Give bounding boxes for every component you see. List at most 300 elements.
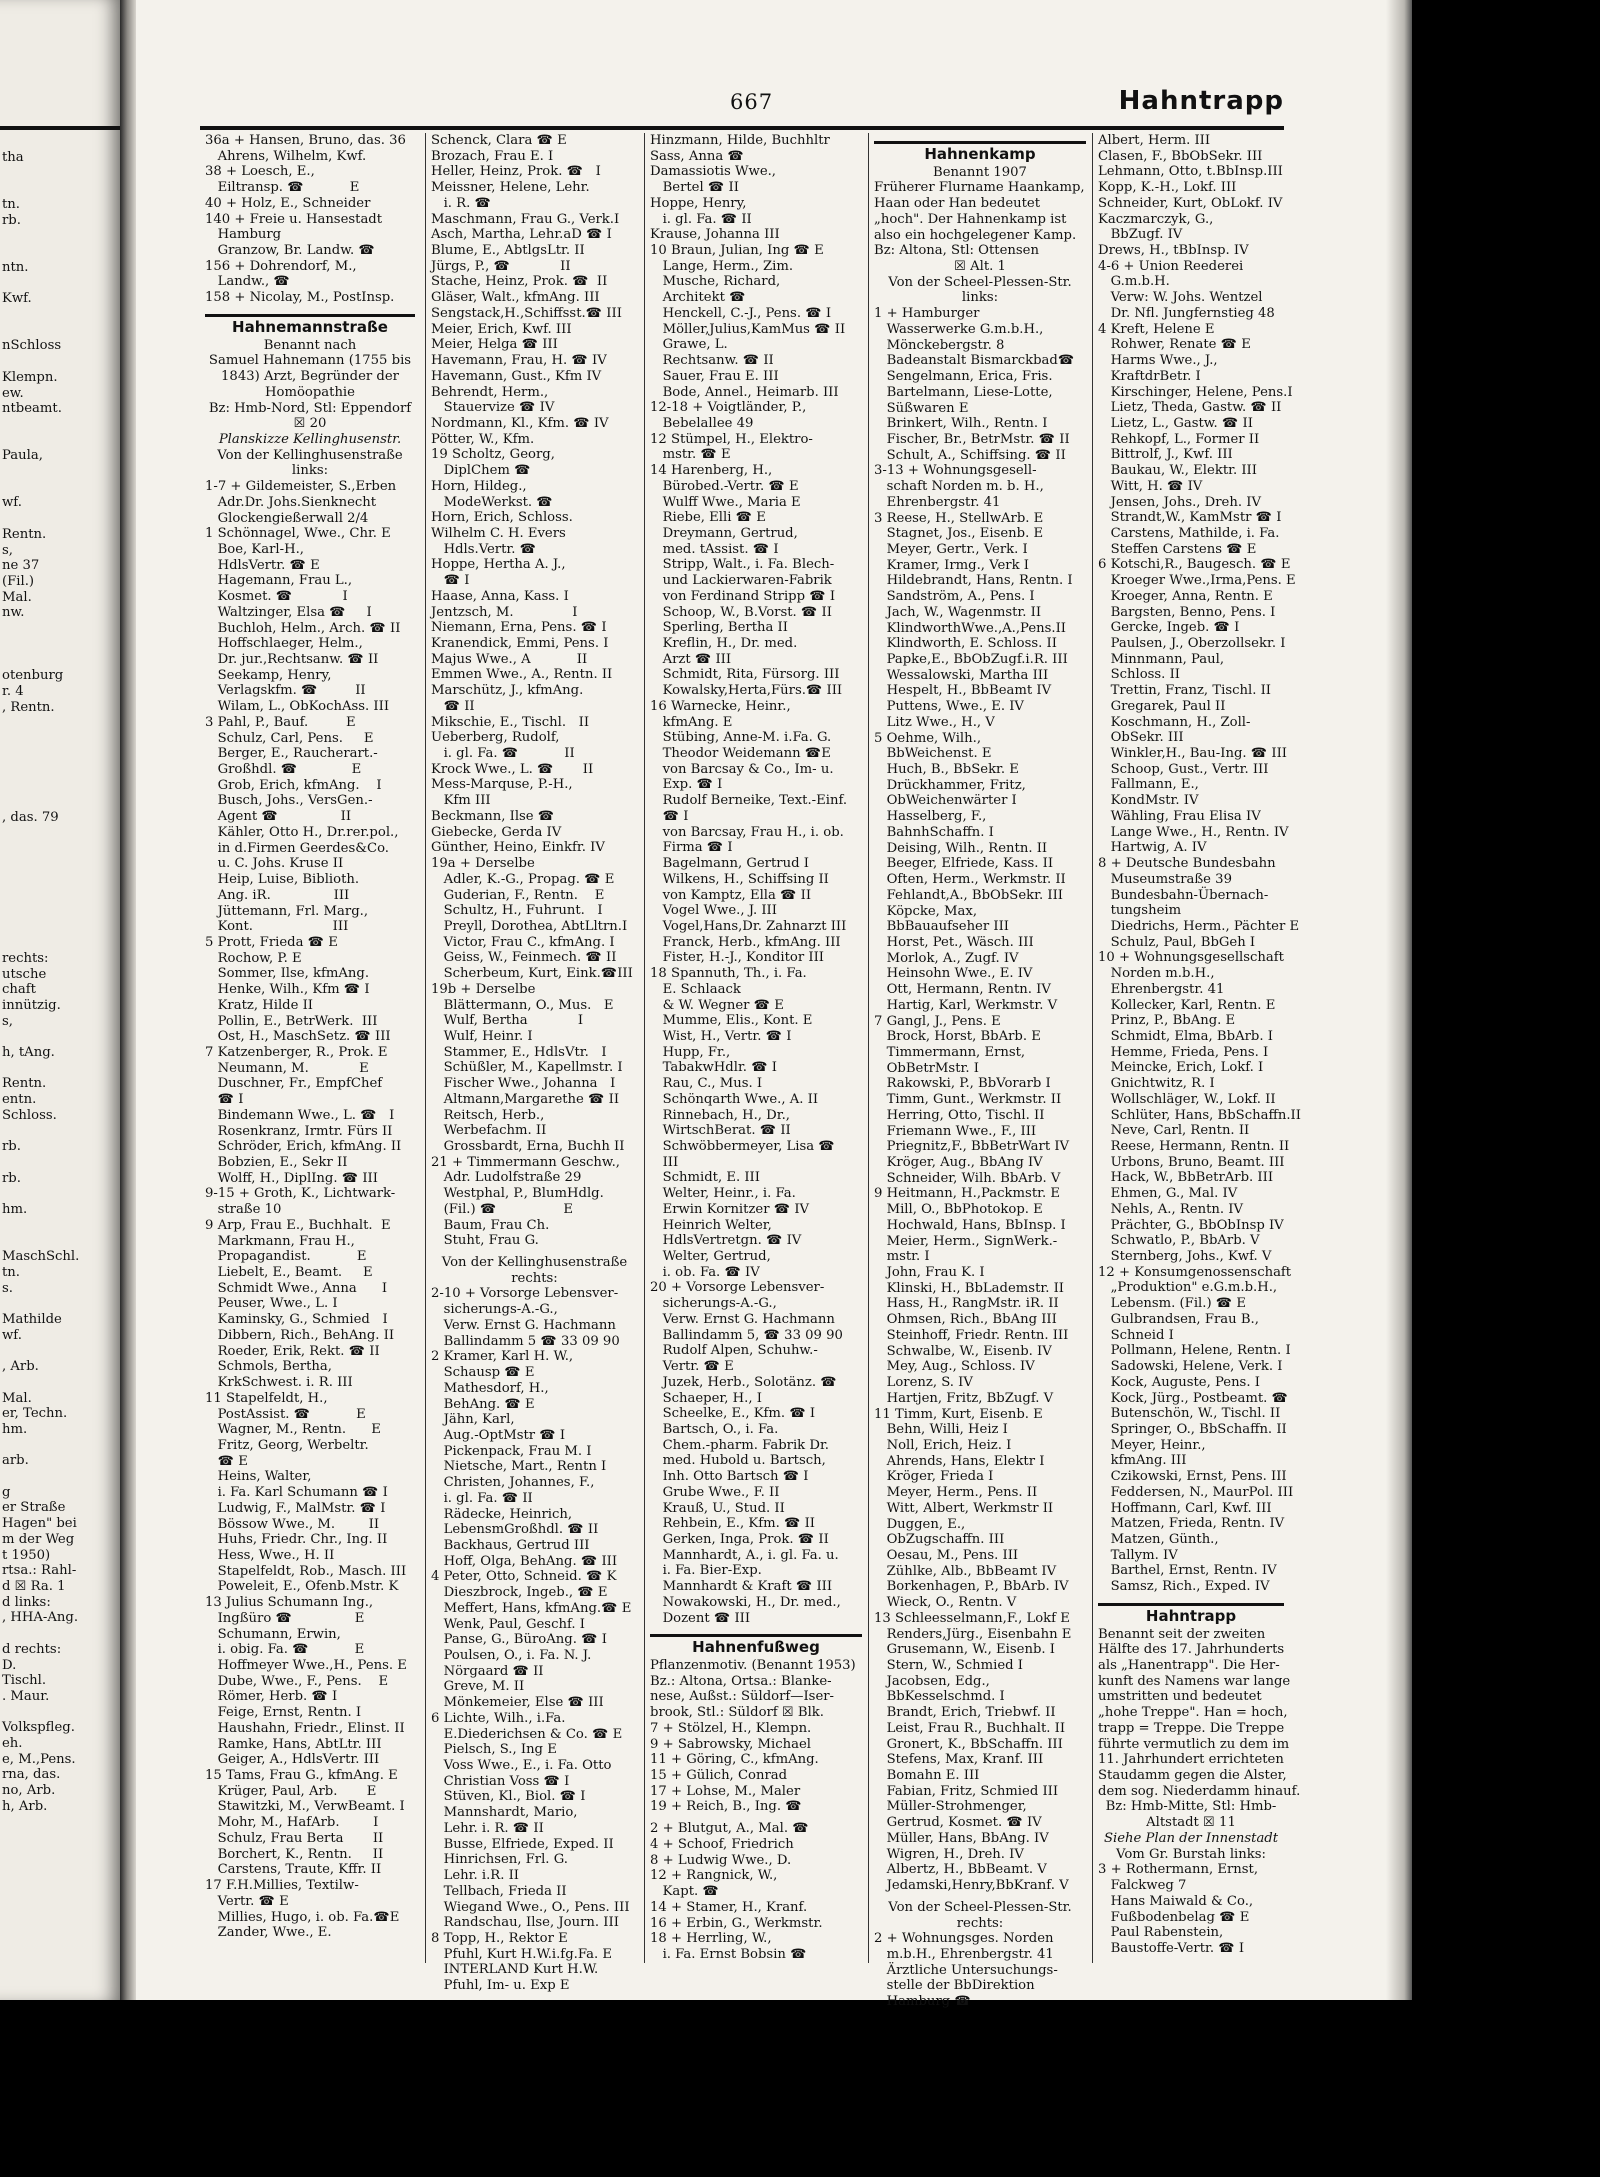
directory-entry: Reese, Hermann, Rentn. II bbox=[1098, 1139, 1290, 1154]
directory-entry: Erwin Kornitzer ☎ IV bbox=[650, 1201, 810, 1217]
directory-entry: Leist, Frau R., Buchhalt. II bbox=[874, 1720, 1066, 1736]
directory-entry: Kaczmarczyk, G., bbox=[1098, 211, 1214, 227]
directory-entry: Blume, E., AbtlgsLtr. II bbox=[431, 243, 585, 259]
facing-page-line bbox=[2, 433, 120, 449]
directory-entry: Dreymann, Gertrud, bbox=[650, 525, 798, 541]
facing-page-line: h, Arb. bbox=[2, 1798, 48, 1814]
directory-entry: 4 + Schoof, Friedrich bbox=[650, 1836, 794, 1852]
directory-entry: Hoffmeyer Wwe.,H., Pens. E bbox=[205, 1658, 407, 1673]
facing-page-line: chaft bbox=[2, 982, 36, 998]
directory-entry: Meffert, Hans, kfmAng.☎ E bbox=[431, 1600, 632, 1616]
directory-entry: Wenk, Paul, Geschf. I bbox=[431, 1616, 585, 1632]
facing-page-line bbox=[2, 480, 120, 496]
directory-entry: Carstens, Traute, Kffr. II bbox=[205, 1862, 382, 1878]
facing-page-line bbox=[2, 1626, 120, 1642]
directory-entry: Mill, O., BbPhotokop. E bbox=[874, 1202, 1043, 1218]
directory-entry: Kröger, Frieda I bbox=[874, 1469, 994, 1485]
column-2 bbox=[431, 133, 638, 1994]
facing-page-line: r. 4 bbox=[2, 683, 24, 699]
directory-entry: 12-18 + Voigtländer, P., bbox=[650, 400, 807, 416]
directory-entry: Behn, Willi, Heiz I bbox=[874, 1422, 1008, 1438]
directory-entry: Preyll, Dorothea, AbtLltrn.I bbox=[431, 918, 628, 934]
directory-entry: Firma ☎ I bbox=[650, 840, 733, 856]
directory-entry: Franck, Herb., kfmAng. III bbox=[650, 934, 841, 950]
facing-page-line: h, tAng. bbox=[2, 1045, 55, 1061]
facing-page-line: wf. bbox=[2, 1327, 22, 1343]
facing-page-line bbox=[2, 794, 120, 810]
directory-entry: Musche, Richard, bbox=[650, 274, 781, 290]
directory-entry: umstritten und bedeutet bbox=[1098, 1689, 1262, 1705]
directory-entry: Riebe, Elli ☎ E bbox=[650, 510, 766, 526]
directory-entry: Adler, K.-G., Propag. ☎ E bbox=[431, 871, 615, 887]
facing-page-line: (Fil.) bbox=[2, 573, 35, 589]
directory-entry: Stefens, Max, Kranf. III bbox=[874, 1752, 1044, 1768]
directory-entry: 16 Warnecke, Heinr., bbox=[650, 698, 791, 714]
facing-page-line bbox=[2, 1234, 120, 1250]
directory-entry: Müller, Hans, BbAng. IV bbox=[874, 1830, 1049, 1846]
facing-page-line bbox=[2, 731, 120, 747]
facing-page-line: er Straße bbox=[2, 1500, 66, 1516]
directory-entry: Gulbrandsen, Frau B., bbox=[1098, 1311, 1259, 1327]
directory-entry: Schmidt Wwe., Anna I bbox=[205, 1280, 388, 1296]
directory-entry: Mey, Aug., Schloss. IV bbox=[874, 1359, 1035, 1375]
directory-entry: Schneid I bbox=[1098, 1327, 1174, 1343]
directory-entry: Arzt ☎ III bbox=[650, 651, 732, 667]
street-heading: Hahnenkamp bbox=[874, 141, 1086, 163]
directory-entry: i. Fa. Bier-Exp. bbox=[650, 1563, 762, 1579]
directory-entry: und Lackierwaren-Fabrik bbox=[650, 573, 832, 589]
facing-page-line bbox=[2, 1124, 120, 1140]
facing-page-line bbox=[2, 1061, 120, 1077]
facing-page-line bbox=[2, 229, 120, 245]
street-note: Altstadt ☒ 11 bbox=[1146, 1815, 1236, 1831]
directory-entry: i. Fa. Ernst Bobsin ☎ bbox=[650, 1946, 807, 1962]
directory-entry: 5 Oehme, Wilh., bbox=[874, 730, 982, 746]
directory-entry: Schumann, Erwin, bbox=[205, 1626, 341, 1642]
directory-entry: Lebensm. (Fil.) ☎ E bbox=[1098, 1296, 1247, 1312]
street-note: rechts: bbox=[511, 1270, 558, 1286]
facing-page-line: Klempn. bbox=[2, 369, 58, 385]
facing-page-line: s, bbox=[2, 1013, 13, 1029]
directory-entry: Hinzmann, Hilde, Buchhltr bbox=[650, 133, 830, 148]
directory-entry: KrkSchwest. i. R. III bbox=[205, 1375, 353, 1391]
directory-entry: Süßwaren E bbox=[874, 400, 969, 416]
directory-entry: 21 + Timmermann Geschw., bbox=[431, 1154, 620, 1170]
facing-page-line bbox=[2, 1375, 120, 1391]
directory-entry: Busch, Johs., VersGen.- bbox=[205, 793, 373, 809]
directory-entry: kfmAng. E bbox=[650, 714, 733, 730]
directory-entry: von Barcsay & Co., Im- u. bbox=[650, 761, 834, 777]
column-divider bbox=[1092, 133, 1093, 1963]
directory-entry: 1 Schönnagel, Wwe., Chr. E bbox=[205, 526, 391, 542]
directory-entry: Wulf, Bertha I bbox=[431, 1013, 584, 1029]
directory-entry: Ballindamm 5 ☎ 33 09 90 bbox=[431, 1333, 620, 1349]
facing-page-line bbox=[2, 841, 120, 857]
directory-entry: Haan oder Han bedeutet bbox=[874, 196, 1041, 212]
facing-page-line bbox=[2, 511, 120, 527]
directory-entry: ☎ I bbox=[205, 1092, 244, 1108]
directory-entry: 3 + Rothermann, Ernst, bbox=[1098, 1862, 1259, 1878]
directory-entry: Wasserwerke G.m.b.H., bbox=[874, 321, 1044, 337]
directory-entry: Witt, Albert, Werkmstr II bbox=[874, 1500, 1054, 1516]
directory-entry: Exp. ☎ I bbox=[650, 777, 723, 793]
directory-entry: Meier, Erich, Kwf. III bbox=[431, 321, 572, 337]
directory-entry: Bomahn E. III bbox=[874, 1768, 980, 1784]
facing-page-line: wf. bbox=[2, 495, 22, 511]
directory-entry: Meyer, Gertr., Verk. I bbox=[874, 541, 1028, 557]
street-note: Von der Kellinghusenstraße bbox=[441, 1255, 628, 1271]
facing-page-line bbox=[2, 166, 120, 182]
directory-entry: Stüven, Kl., Biol. ☎ I bbox=[431, 1789, 586, 1805]
directory-entry: kfmAng. III bbox=[1098, 1453, 1187, 1469]
directory-entry: Heinrich Welter, bbox=[650, 1217, 772, 1233]
directory-entry: Paulsen, J., Oberzollsekr. I bbox=[1098, 636, 1286, 651]
directory-entry: Kramer, Irmg., Verk I bbox=[874, 557, 1029, 573]
directory-entry: Millies, Hugo, i. ob. Fa.☎E bbox=[205, 1909, 400, 1925]
directory-entry: Stübing, Anne-M. i.Fa. G. bbox=[650, 730, 832, 746]
directory-entry: Nehls, A., Rentn. IV bbox=[1098, 1201, 1244, 1217]
directory-entry: Niemann, Erna, Pens. ☎ I bbox=[431, 620, 607, 636]
directory-entry: Busse, Elfriede, Exped. II bbox=[431, 1836, 614, 1852]
directory-entry: Architekt ☎ bbox=[650, 290, 746, 306]
directory-entry: Hespelt, H., BbBeamt IV bbox=[874, 683, 1052, 699]
facing-page-line: s, bbox=[2, 542, 13, 558]
directory-entry: 3 Pahl, P., Bauf. E bbox=[205, 714, 356, 730]
directory-entry: 19 + Reich, B., Ing. ☎ bbox=[650, 1799, 802, 1815]
directory-entry: Vertr. ☎ E bbox=[205, 1893, 289, 1909]
directory-entry: Grube Wwe., F. II bbox=[650, 1484, 780, 1500]
directory-entry: KraftdrBetr. I bbox=[1098, 368, 1201, 384]
directory-entry: Mannhardt & Kraft ☎ III bbox=[650, 1579, 833, 1595]
directory-entry: BbKesselschmd. I bbox=[874, 1689, 1005, 1705]
column-3 bbox=[650, 133, 862, 1963]
directory-entry: Rakowski, P., BbVorarb I bbox=[874, 1076, 1051, 1092]
street-heading: Hahntrapp bbox=[1098, 1603, 1284, 1625]
directory-entry: Drückhammer, Fritz, bbox=[874, 777, 1026, 793]
directory-entry: Ingßüro ☎ E bbox=[205, 1610, 365, 1626]
facing-page-text bbox=[2, 150, 120, 1815]
directory-entry: Ohmsen, Rich., BbAng III bbox=[874, 1312, 1057, 1328]
directory-entry: Welter, Gertrud, bbox=[650, 1249, 771, 1265]
directory-entry: Timmermann, Ernst, bbox=[874, 1044, 1026, 1060]
book-gutter bbox=[120, 0, 136, 2000]
directory-entry: 3 Reese, H., StellwArb. E bbox=[874, 510, 1044, 526]
directory-entry: Meissner, Helene, Lehr. bbox=[431, 180, 590, 196]
directory-entry: Voss Wwe., E., i. Fa. Otto bbox=[431, 1758, 612, 1774]
directory-entry: Hartwig, A. IV bbox=[1098, 840, 1207, 856]
directory-entry: Rehkopf, L., Former II bbox=[1098, 431, 1260, 447]
directory-entry: Adr. Ludolfstraße 29 bbox=[431, 1170, 582, 1186]
directory-entry: 9-15 + Groth, K., Lichtwark- bbox=[205, 1186, 396, 1202]
directory-entry: Kowalsky,Herta,Fürs.☎ III bbox=[650, 683, 843, 699]
directory-entry: Lange Wwe., H., Rentn. IV bbox=[1098, 824, 1289, 840]
facing-page-line: . Maur. bbox=[2, 1688, 50, 1704]
directory-entry: trapp = Treppe. Die Treppe bbox=[1098, 1720, 1285, 1736]
facing-page-line: g bbox=[2, 1484, 11, 1500]
directory-entry: 11. Jahrhundert errichteten bbox=[1098, 1752, 1284, 1768]
directory-entry: Berger, E., Raucherart.- bbox=[205, 746, 378, 762]
directory-entry: Kock, Auguste, Pens. I bbox=[1098, 1374, 1260, 1390]
directory-entry: Bartsch, O., i. Fa. bbox=[650, 1421, 779, 1437]
column-4 bbox=[874, 133, 1086, 2010]
directory-entry: 1-7 + Gildemeister, S.,Erben bbox=[205, 479, 397, 495]
directory-entry: Pickenpack, Frau M. I bbox=[431, 1443, 592, 1459]
directory-entry: Witt, H. ☎ IV bbox=[1098, 478, 1203, 494]
directory-entry: Havemann, Gust., Kfm IV bbox=[431, 368, 602, 384]
directory-entry: 6 Kotschi,R., Baugesch. ☎ E bbox=[1098, 557, 1291, 573]
facing-page-line: tn. bbox=[2, 1264, 20, 1280]
directory-entry: Brinkert, Wilh., Rentn. I bbox=[874, 416, 1048, 432]
directory-entry: Ludwig, F., MalMstr. ☎ I bbox=[205, 1500, 386, 1516]
directory-entry: III bbox=[650, 1154, 679, 1170]
directory-entry: Sauer, Frau E. III bbox=[650, 368, 779, 384]
directory-entry: 7 Gangl, J., Pens. E bbox=[874, 1013, 1001, 1029]
directory-entry: 36a + Hansen, Bruno, das. 36 bbox=[205, 133, 406, 148]
directory-entry: Wist, H., Vertr. ☎ I bbox=[650, 1028, 792, 1044]
directory-entry: 19b + Derselbe bbox=[431, 981, 536, 997]
directory-entry: Liebelt, E., Beamt. E bbox=[205, 1265, 373, 1281]
directory-entry: BbBauaufseher III bbox=[874, 919, 1009, 935]
facing-page-line: Mathilde bbox=[2, 1312, 62, 1328]
facing-page-line: Schloss. bbox=[2, 1107, 57, 1123]
directory-entry: in d.Firmen Geerdes&Co. bbox=[205, 840, 389, 856]
directory-entry: Bartelmann, Liese-Lotte, bbox=[874, 384, 1053, 400]
directory-entry: Henckell, C.-J., Pens. ☎ I bbox=[650, 305, 832, 321]
facing-page-line: rtsa.: Rahl- bbox=[2, 1563, 77, 1579]
directory-entry: Heins, Walter, bbox=[205, 1469, 312, 1485]
directory-entry: Ehrenbergstr. 41 bbox=[874, 494, 1001, 510]
facing-page-line: entn. bbox=[2, 1092, 37, 1108]
directory-entry: 140 + Freie u. Hansestadt bbox=[205, 211, 383, 227]
directory-entry: Hdls.Vertr. ☎ bbox=[431, 541, 537, 557]
directory-entry: Papke,E., BbObZugf.i.R. III bbox=[874, 652, 1068, 667]
directory-entry: Buchloh, Helm., Arch. ☎ II bbox=[205, 620, 401, 636]
directory-entry: Kapt. ☎ bbox=[650, 1884, 719, 1900]
facing-page-line bbox=[2, 715, 120, 731]
facing-page-line: , Rentn. bbox=[2, 699, 55, 715]
directory-entry: Jensen, Johs., Dreh. IV bbox=[1098, 494, 1261, 510]
street-note: Homöopathie bbox=[265, 384, 355, 400]
directory-entry: Meyer, Heinr., bbox=[1098, 1437, 1206, 1453]
directory-entry: ObBetrMstr. I bbox=[874, 1060, 979, 1076]
directory-entry: Schwatlo, P., BbArb. V bbox=[1098, 1233, 1260, 1249]
directory-entry: TabakwHdlr. ☎ I bbox=[650, 1060, 778, 1076]
directory-entry: LebensmGroßhdl. ☎ II bbox=[431, 1522, 599, 1538]
directory-entry: Geiss, W., Feinmech. ☎ II bbox=[431, 950, 617, 966]
facing-page-line bbox=[2, 825, 120, 841]
directory-entry: Zander, Wwe., E. bbox=[205, 1925, 332, 1941]
directory-entry: BahnhSchaffn. I bbox=[874, 824, 994, 840]
directory-entry: Landw., ☎ bbox=[205, 274, 290, 290]
directory-entry: Norden m.b.H., bbox=[1098, 966, 1215, 982]
directory-entry: Grawe, L. bbox=[650, 337, 728, 353]
directory-entry: 2 Kramer, Karl H. W., bbox=[431, 1349, 574, 1365]
facing-page-line: d ☒ Ra. 1 bbox=[2, 1578, 66, 1594]
directory-entry: Mumme, Elis., Kont. E bbox=[650, 1013, 813, 1029]
directory-entry: (Fil.) ☎ E bbox=[431, 1201, 573, 1217]
facing-page-line bbox=[2, 621, 120, 637]
directory-entry: Lehr. i.R. II bbox=[431, 1868, 520, 1884]
directory-entry: Kroeger, Anna, Rentn. E bbox=[1098, 588, 1273, 604]
directory-entry: Schönqarth Wwe., A. II bbox=[650, 1091, 819, 1107]
directory-entry: Noll, Erich, Heiz. I bbox=[874, 1437, 1012, 1453]
directory-entry: Prinz, P., BbAng. E bbox=[1098, 1013, 1236, 1029]
directory-entry: Steinhoff, Friedr. Rentn. III bbox=[874, 1327, 1069, 1343]
directory-entry: Möller,Julius,KamMus ☎ II bbox=[650, 321, 846, 337]
directory-entry: Albertz, H., BbBeamt. V bbox=[874, 1862, 1047, 1878]
directory-entry: Diedrichs, Herm., Pächter E bbox=[1098, 918, 1300, 934]
facing-page-line bbox=[2, 354, 120, 370]
directory-entry: Feige, Ernst, Rentn. I bbox=[205, 1705, 362, 1721]
directory-entry: DiplChem ☎ bbox=[431, 463, 531, 479]
directory-entry: Bode, Annel., Heimarb. III bbox=[650, 384, 839, 400]
directory-entry: Mohr, M., HafArb. I bbox=[205, 1815, 379, 1831]
directory-entry: Jüttemann, Frl. Marg., bbox=[205, 903, 369, 919]
directory-entry: Meier, Herm., SignWerk.- bbox=[874, 1233, 1058, 1249]
street-note: rechts: bbox=[956, 1915, 1004, 1931]
facing-page-line bbox=[2, 747, 120, 763]
directory-entry: Schoop, Gust., Vertr. III bbox=[1098, 761, 1269, 777]
directory-entry: Matzen, Günth., bbox=[1098, 1531, 1219, 1547]
directory-entry: Bürobed.-Vertr. ☎ E bbox=[650, 478, 799, 494]
facing-page-line: no, Arb. bbox=[2, 1783, 56, 1799]
directory-entry: Kirschinger, Helene, Pens.I bbox=[1098, 384, 1293, 400]
directory-entry: 10 Braun, Julian, Ing ☎ E bbox=[650, 243, 824, 259]
directory-entry: Fehlandt,A., BbObSekr. III bbox=[874, 887, 1063, 903]
directory-entry: Pollin, E., BetrWerk. III bbox=[205, 1013, 378, 1029]
directory-entry: Kosmet. ☎ I bbox=[205, 589, 348, 605]
directory-entry: Mannhardt, A., i. gl. Fa. u. bbox=[650, 1547, 839, 1563]
directory-entry: Borkenhagen, P., BbArb. IV bbox=[874, 1579, 1069, 1595]
directory-entry: ☎ I bbox=[431, 573, 470, 589]
directory-entry: tungsheim bbox=[1098, 903, 1182, 919]
street-note: Benannt nach bbox=[263, 337, 357, 353]
facing-page-line: rb. bbox=[2, 1170, 21, 1186]
directory-entry: PostAssist. ☎ E bbox=[205, 1406, 366, 1422]
page-header bbox=[200, 86, 1284, 122]
facing-page-line: tha bbox=[2, 150, 24, 165]
directory-entry: Sengelmann, Erica, Fris. bbox=[874, 369, 1053, 385]
directory-entry: ObWeichenwärter I bbox=[874, 793, 1017, 809]
directory-entry: Hoffmann, Carl, Kwf. III bbox=[1098, 1500, 1272, 1516]
facing-page-line: m der Weg bbox=[2, 1531, 75, 1547]
directory-entry: Herring, Otto, Tischl. II bbox=[874, 1107, 1045, 1123]
directory-entry: Backhaus, Gertrud III bbox=[431, 1537, 590, 1553]
directory-entry: Trettin, Franz, Tischl. II bbox=[1098, 683, 1271, 699]
directory-entry: von Ferdinand Stripp ☎ I bbox=[650, 588, 836, 604]
directory-entry: Mikschie, E., Tischl. II bbox=[431, 714, 590, 730]
directory-entry: mstr. ☎ E bbox=[650, 447, 731, 463]
directory-entry: Majus Wwe., A II bbox=[431, 651, 588, 667]
directory-entry: Jürgs, P., ☎ II bbox=[431, 258, 571, 274]
directory-entry: Museumstraße 39 bbox=[1098, 871, 1232, 887]
directory-entry: Verw. Ernst G. Hachmann bbox=[650, 1311, 835, 1327]
directory-entry: Sperling, Bertha II bbox=[650, 620, 788, 636]
directory-entry: Brandt, Erich, Triebwf. II bbox=[874, 1705, 1056, 1721]
directory-entry: 15 Tams, Frau G., kfmAng. E bbox=[205, 1768, 398, 1784]
directory-entry: 15 + Gülich, Conrad bbox=[650, 1768, 788, 1784]
column-divider bbox=[868, 133, 869, 1963]
directory-entry: Asch, Martha, Lehr.aD ☎ I bbox=[431, 227, 612, 243]
directory-entry: 17 + Lohse, M., Maler bbox=[650, 1783, 801, 1799]
directory-entry: Friemann Wwe., F., III bbox=[874, 1123, 1037, 1139]
directory-entry: Hartjen, Fritz, BbZugf. V bbox=[874, 1390, 1054, 1406]
directory-entry: Ramke, Hans, AbtLtr. III bbox=[205, 1736, 382, 1752]
directory-entry: Adr.Dr. Johs.Sienknecht bbox=[205, 494, 377, 510]
directory-entry: Minnmann, Paul, bbox=[1098, 651, 1225, 667]
directory-entry: Krock Wwe., L. ☎ II bbox=[431, 761, 594, 777]
directory-entry: ☎ E bbox=[205, 1453, 248, 1469]
directory-entry: sicherungs-A.-G., bbox=[650, 1296, 777, 1312]
directory-entry: John, Frau K. I bbox=[874, 1265, 985, 1281]
directory-entry: Roeder, Erik, Rekt. ☎ II bbox=[205, 1343, 380, 1359]
directory-entry: i. obig. Fa. ☎ E bbox=[205, 1642, 365, 1658]
directory-entry: Lehmann, Otto, t.BbInsp.III bbox=[1098, 164, 1283, 180]
directory-entry: 14 Harenberg, H., bbox=[650, 463, 773, 479]
directory-entry: Kreflin, H., Dr. med. bbox=[650, 636, 798, 651]
directory-entry: Sommer, Ilse, kfmAng. bbox=[205, 966, 370, 982]
directory-entry: Aug.-OptMstr ☎ I bbox=[431, 1427, 566, 1443]
street-note: ☒ Alt. 1 bbox=[954, 259, 1006, 275]
directory-entry: Drews, H., tBbInsp. IV bbox=[1098, 243, 1249, 259]
street-note: Von der Kellinghusenstraße bbox=[217, 447, 403, 463]
directory-entry: Henke, Wilh., Kfm ☎ I bbox=[205, 982, 370, 998]
directory-entry: Boe, Karl-H., bbox=[205, 541, 304, 557]
directory-entry: 40 + Holz, E., Schneider bbox=[205, 195, 371, 211]
column-5 bbox=[1098, 133, 1301, 1963]
directory-entry: Badeanstalt Bismarckbad☎ bbox=[874, 353, 1075, 369]
directory-entry: Bz: Altona, Stl: Ottensen bbox=[874, 243, 1039, 259]
directory-entry: Butenschön, W., Tischl. II bbox=[1098, 1406, 1281, 1422]
facing-page-line: arb. bbox=[2, 1453, 29, 1469]
directory-entry: 18 + Herrling, W., bbox=[650, 1931, 772, 1947]
directory-entry: 12 Stümpel, H., Elektro- bbox=[650, 431, 813, 447]
directory-entry: Welter, Heinr., i. Fa. bbox=[650, 1186, 796, 1202]
directory-entry: Granzow, Br. Landw. ☎ bbox=[205, 243, 375, 259]
directory-entry: Oesau, M., Pens. III bbox=[874, 1547, 1019, 1563]
directory-entry: Hack, W., BbBetrArb. III bbox=[1098, 1170, 1274, 1186]
facing-page-fragment bbox=[0, 0, 120, 2000]
directory-entry: Fischer Wwe., Johanna I bbox=[431, 1076, 616, 1092]
directory-entry: Hemme, Frieda, Pens. I bbox=[1098, 1044, 1269, 1060]
directory-entry: Feddersen, N., MaurPol. III bbox=[1098, 1484, 1294, 1500]
directory-entry: 13 Julius Schumann Ing., bbox=[205, 1595, 374, 1611]
directory-entry: Guderian, F., Rentn. E bbox=[431, 887, 605, 903]
directory-entry: 8 + Deutsche Bundesbahn bbox=[1098, 856, 1276, 872]
directory-entry: Sternberg, Johs., Kwf. V bbox=[1098, 1249, 1272, 1265]
directory-entry: Kratz, Hilde II bbox=[205, 997, 314, 1013]
directory-entry: Borchert, K., Rentn. II bbox=[205, 1846, 384, 1862]
street-note: Samuel Hahnemann (1755 bis bbox=[208, 353, 412, 369]
directory-entry: Kröger, Aug., BbAng IV bbox=[874, 1155, 1043, 1170]
directory-entry: 11 + Göring, C., kfmAng. bbox=[650, 1752, 819, 1768]
directory-entry: Hamburg bbox=[205, 227, 282, 243]
directory-entry: Schulz, Frau Berta II bbox=[205, 1830, 384, 1846]
directory-entry: 11 Timm, Kurt, Eisenb. E bbox=[874, 1406, 1043, 1422]
directory-entry: Wilam, L., ObKochAss. III bbox=[205, 699, 390, 715]
directory-entry: Horn, Erich, Schloss. bbox=[431, 510, 573, 526]
directory-entry: Falckweg 7 bbox=[1098, 1878, 1187, 1894]
directory-entry: Panse, G., BüroAng. ☎ I bbox=[431, 1632, 607, 1648]
directory-entry: Müller-Strohmenger, bbox=[874, 1799, 1027, 1815]
directory-entry: Mathesdorf, H., bbox=[431, 1380, 549, 1396]
facing-page-line bbox=[2, 1296, 120, 1312]
facing-page-line: Kwf. bbox=[2, 291, 32, 307]
directory-entry: Lietz, Theda, Gastw. ☎ II bbox=[1098, 400, 1282, 416]
facing-page-line: , HHA-Ang. bbox=[2, 1610, 79, 1626]
directory-entry: i. gl. Fa. ☎ II bbox=[431, 1490, 533, 1506]
directory-entry: Hans Maiwald & Co., bbox=[1098, 1893, 1254, 1909]
